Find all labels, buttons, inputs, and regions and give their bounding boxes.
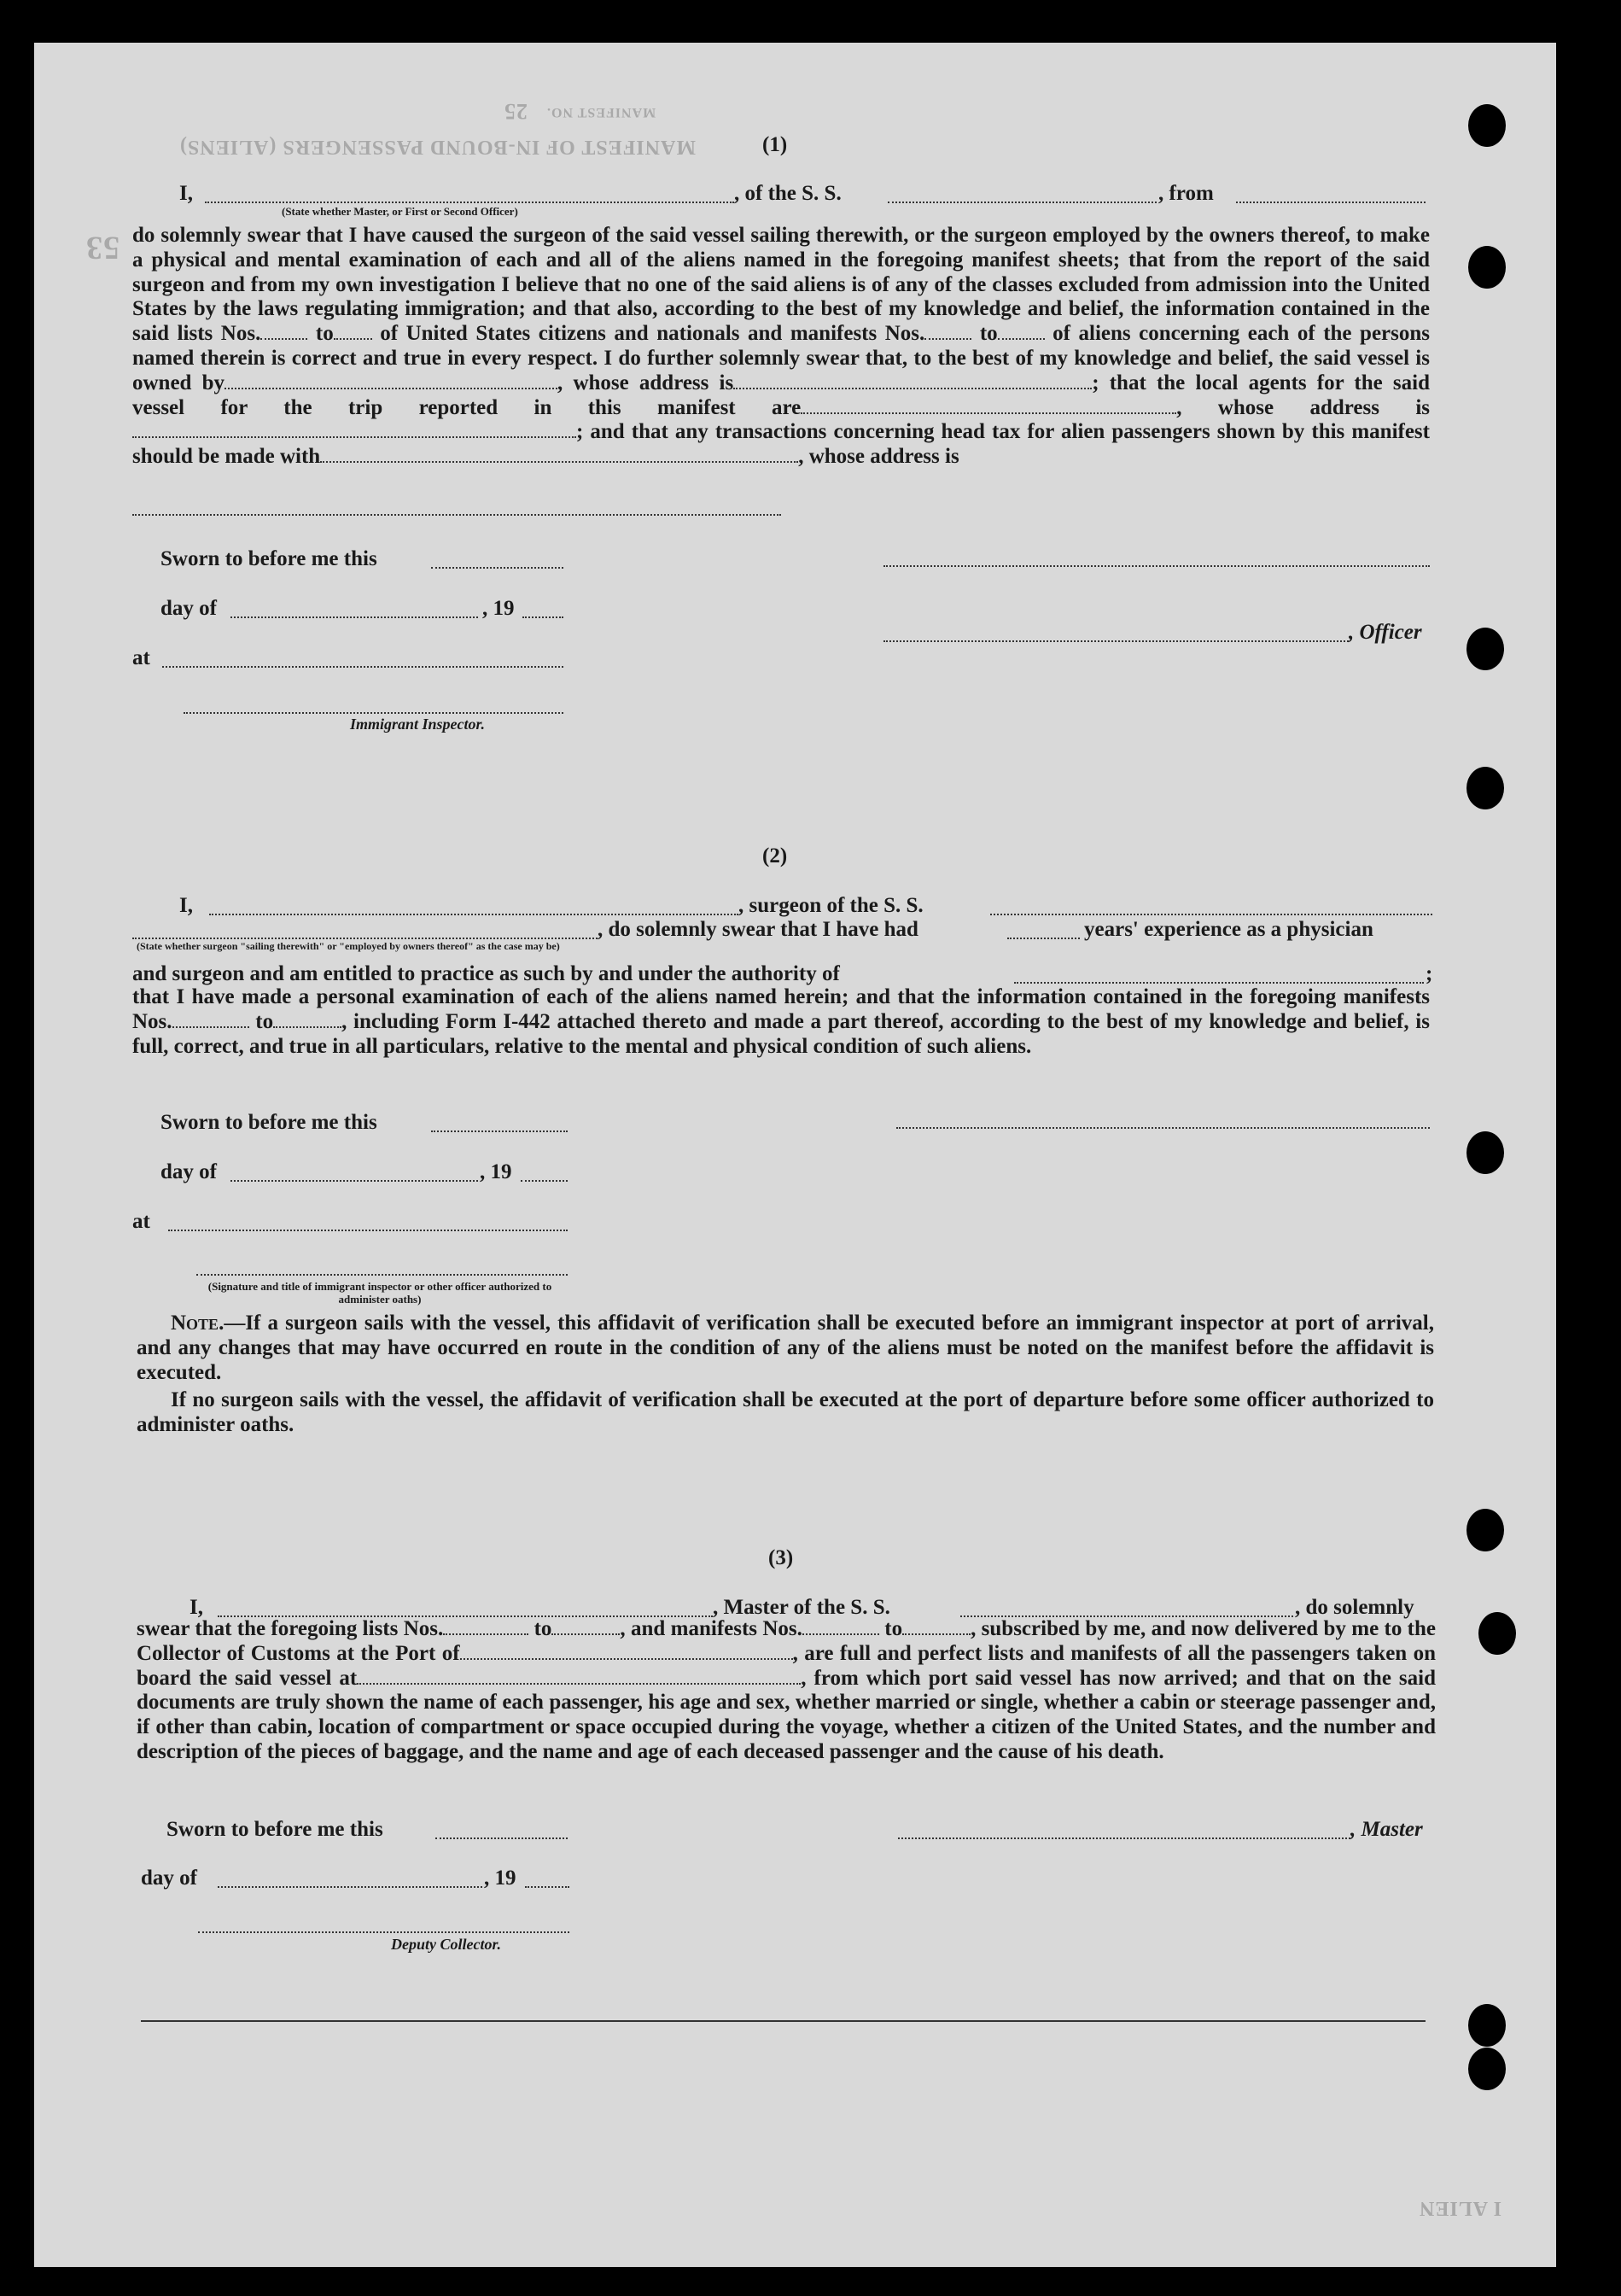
deputy-collector-label: Deputy Collector. (391, 1936, 501, 1953)
section-2-body: that I have made a personal examination of each of the aliens named herein; and that the information contained in the foregoing manifests Nos. to , including Form I-442 attached thereto and made a part thereof, according to the best of my knowledge and belief, is full, correct, and true in all particulars, relative to the mental and physical condition of such aliens. (132, 985, 1430, 1058)
of-the-ss-label: , of the S. S. (734, 182, 842, 205)
at-field-2[interactable] (168, 1230, 568, 1231)
from-label: , from (1158, 182, 1214, 205)
master-manifest-to-field[interactable] (902, 1633, 971, 1635)
vessel-name-field[interactable] (888, 202, 1157, 203)
manifest-no-to-field[interactable] (998, 338, 1045, 340)
year-label-3: , 19 (484, 1867, 516, 1890)
surgeon-status-field[interactable] (132, 938, 598, 939)
day-of-label-1: day of (160, 597, 217, 620)
inspector-signature-field[interactable] (184, 712, 563, 714)
section-1-number: (1) (762, 133, 788, 156)
manifest-no-from-field[interactable] (924, 338, 971, 340)
surgeon-name-field[interactable] (209, 914, 738, 915)
section-3-number: (3) (768, 1546, 794, 1569)
section-2-i: I, (179, 894, 193, 917)
from-port-field[interactable] (1236, 202, 1426, 203)
local-agents-field[interactable] (801, 412, 1176, 414)
year-label-2: , 19 (480, 1160, 512, 1183)
sworn-label-2: Sworn to before me this (160, 1111, 377, 1134)
sworn-date-field-1[interactable] (431, 567, 563, 569)
day-of-label-2: day of (160, 1160, 217, 1183)
faded-corner-label: I ALIEN (1419, 2197, 1502, 2219)
master-list-to-field[interactable] (551, 1633, 620, 1635)
binder-hole (1468, 104, 1506, 147)
immigrant-inspector-label: Immigrant Inspector. (350, 716, 486, 733)
port-of-arrival-field[interactable] (460, 1658, 793, 1660)
binder-hole (1466, 1131, 1504, 1174)
agent-address-field[interactable] (132, 436, 576, 438)
faded-header: MANIFEST OF IN-BOUND PASSENGERS (ALIENS) (179, 136, 696, 158)
surgeon-manifest-from-field[interactable] (172, 1026, 249, 1028)
do-solemnly-label: , do solemnly (1295, 1596, 1414, 1619)
bottom-rule (141, 2020, 1426, 2022)
binder-hole (1468, 2004, 1506, 2047)
surgeon-signature-field[interactable] (896, 1127, 1430, 1129)
binder-hole (1466, 628, 1504, 670)
note-paragraph-2: If no surgeon sails with the vessel, the affidavit of verification shall be executed at the port of departure before some officer authorized to administer oaths. (137, 1388, 1434, 1436)
list-no-from-field[interactable] (260, 338, 307, 340)
owner-field[interactable] (224, 388, 557, 389)
solemnly-swear-label: , do solemnly swear that I have had (598, 918, 918, 941)
master-of-label: , Master of the S. S. (713, 1596, 890, 1619)
binder-hole (1466, 767, 1504, 809)
surgeon-vessel-field[interactable] (990, 914, 1432, 915)
sworn-label-3: Sworn to before me this (166, 1818, 383, 1841)
deputy-collector-signature-field[interactable] (198, 1931, 569, 1933)
note-paragraph: Note.—If a surgeon sails with the vessel, this affidavit of verification shall be executed before an immigrant inspector at port of arrival, and any changes that may have occurred en route in the condition of any of the aliens must be noted on the manifest before the affidavit is executed. (137, 1312, 1434, 1384)
master-label: , Master (1350, 1818, 1423, 1841)
head-tax-address-field[interactable] (132, 514, 781, 516)
sworn-label-1: Sworn to before me this (160, 547, 377, 570)
officer-signature-field[interactable] (883, 565, 1430, 567)
surgeon-note: (State whether surgeon "sailing therewith" or "employed by owners thereof" as the case may be) (137, 940, 560, 952)
master-signature-field[interactable] (898, 1837, 1350, 1839)
section-3-i: I, (190, 1596, 203, 1619)
day-of-field-3[interactable] (218, 1886, 482, 1888)
authority-semicolon: ; (1426, 962, 1433, 985)
officer-note: (State whether Master, or First or Second Officer) (282, 205, 518, 218)
authority-label: and surgeon and am entitled to practice as such by and under the authority of (132, 962, 840, 985)
at-label-2: at (132, 1210, 150, 1233)
day-of-field-1[interactable] (230, 616, 478, 618)
authority-field[interactable] (1014, 982, 1424, 984)
sworn-date-field-2[interactable] (431, 1130, 568, 1132)
sworn-date-field-3[interactable] (435, 1837, 568, 1839)
faded-stamp: MANIFEST NO. (546, 105, 656, 120)
section-1-i: I, (179, 182, 193, 205)
officer-label: , Officer (1349, 621, 1422, 644)
master-name-field[interactable] (205, 202, 734, 203)
signature-note: (Signature and title of immigrant inspector or other officer authorized to administer oaths) (207, 1280, 552, 1306)
officer-title-field[interactable] (883, 640, 1349, 642)
year-field-2[interactable] (521, 1180, 568, 1182)
day-of-field-2[interactable] (230, 1180, 478, 1182)
section-2-number: (2) (762, 844, 788, 868)
year-field-1[interactable] (522, 616, 563, 618)
faded-manifest-no: 25 (504, 99, 528, 124)
years-field[interactable] (1007, 938, 1080, 939)
binder-hole (1468, 2048, 1506, 2090)
binder-hole (1466, 1509, 1504, 1551)
faded-margin-number: 53 (85, 230, 120, 266)
owner-address-field[interactable] (733, 388, 1092, 389)
administering-officer-field[interactable] (196, 1274, 568, 1276)
years-experience-label: years' experience as a physician (1084, 918, 1373, 941)
port-of-departure-field[interactable] (357, 1683, 801, 1685)
at-label-1: at (132, 646, 150, 669)
day-of-label-3: day of (141, 1867, 197, 1890)
year-field-3[interactable] (525, 1886, 569, 1888)
at-field-1[interactable] (162, 666, 563, 668)
surgeon-manifest-to-field[interactable] (273, 1026, 341, 1028)
master-manifest-from-field[interactable] (802, 1633, 879, 1635)
section-1-body: do solemnly swear that I have caused the surgeon of the said vessel sailing therewith, or the surgeon employed by the owners thereof, to make a physical and mental examination of each and all of the aliens named in the foregoing manifest sheets; that from the report of the said surgeon and from my own investigation I believe that no one of the said aliens is of any of the classes excluded from admission into the United States by the laws regulating immigration; and that also, according to the best of my knowledge and belief, the information contained in the said lists Nos. to of United States citizens and nationals and manifests Nos. to of aliens concerning each of the persons named therein is correct and true in every respect. I do further solemnly swear that, to the best of my knowledge and belief, the said vessel is owned by , whose address is ; that the local agents for the said vessel for the trip reported in this manifest are , whose address is; and that any transactions concerning head tax for alien passengers shown by this manifest should be made with , whose address is (132, 224, 1431, 469)
head-tax-party-field[interactable] (320, 461, 798, 463)
section-3-body-fields: swear that the foregoing lists Nos. to , and manifests Nos. to , subscribed by me, and now delivered by me to the Collector of Customs at the Port of , are full and perfect lists and manifests of all the passengers taken on board the said vessel at , from which port said vessel has now arrived; and that on the said documents are truly shown the name of each passenger, his age and sex, whether married or single, whether a cabin or steerage passenger and, if other than cabin, location of compartment or space occupied during the voyage, whether a citizen of the United States, and the number and description of the pieces of baggage, and the name and age of each deceased passenger and the cause of his death. (137, 1617, 1437, 1763)
master-list-from-field[interactable] (443, 1633, 528, 1635)
surgeon-of-label: , surgeon of the S. S. (738, 894, 924, 917)
year-label-1: , 19 (482, 597, 515, 620)
binder-hole (1468, 246, 1506, 289)
list-no-to-field[interactable] (334, 338, 372, 340)
binder-hole (1478, 1612, 1516, 1655)
